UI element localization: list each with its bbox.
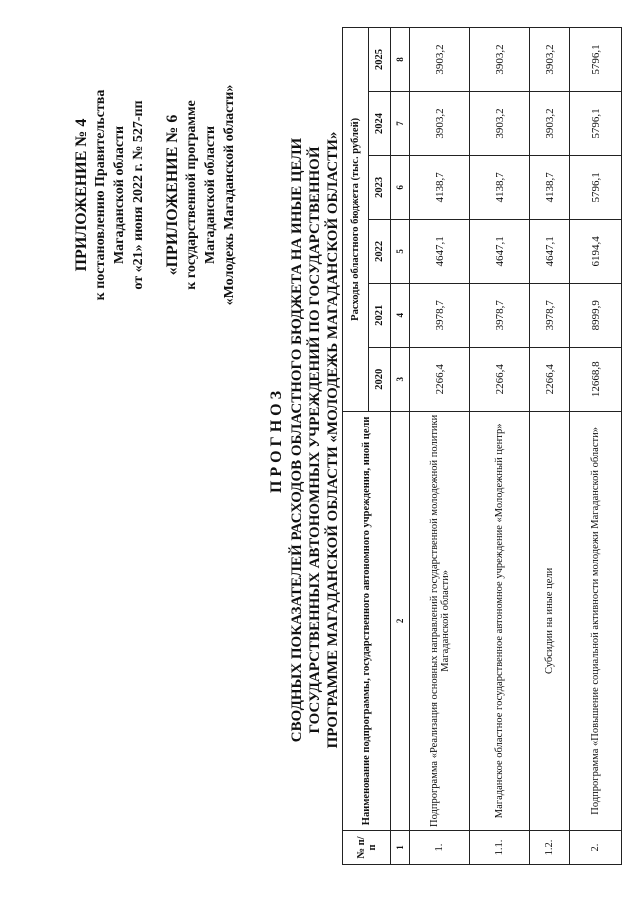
- table-row: [570, 28, 622, 865]
- row-value: 3903,2: [410, 28, 470, 92]
- row-num: 1.1.: [470, 831, 530, 865]
- column-index: 2: [391, 411, 410, 830]
- row-value: 2266,4: [470, 347, 530, 411]
- row-value: 12668,8: [570, 347, 622, 411]
- column-index: 1: [391, 831, 410, 865]
- appendix-ref-line: Магаданской области: [203, 125, 218, 265]
- row-value: 3978,7: [530, 283, 570, 347]
- row-name: Магаданское областное государственное автономное учреждение «Молодежный центр»: [470, 411, 530, 830]
- forecast-table: [342, 27, 622, 865]
- appendix-header: [72, 65, 239, 325]
- row-num: 2.: [570, 831, 622, 865]
- header-expenses: Расходы областного бюджета (тыс. рублей): [343, 28, 369, 412]
- header-year: 2024: [369, 92, 391, 156]
- appendix-number-2: «ПРИЛОЖЕНИЕ № 6: [164, 114, 181, 276]
- title-line: ПРОГРАММЕ МАГАДАНСКОЙ ОБЛАСТИ «МОЛОДЕЖЬ МАГАДАНСКОЙ ОБЛАСТИ»: [325, 131, 341, 749]
- header-year: 2020: [369, 347, 391, 411]
- row-value: 3978,7: [470, 283, 530, 347]
- appendix-date: от «21» июня 2022 г. № 527-пп: [131, 100, 146, 290]
- table-row: [470, 28, 530, 865]
- row-value: 4138,7: [470, 155, 530, 219]
- row-value: 8999,9: [570, 283, 622, 347]
- row-value: 2266,4: [410, 347, 470, 411]
- row-value: 4647,1: [530, 219, 570, 283]
- row-num: 1.2.: [530, 831, 570, 865]
- row-value: 3903,2: [470, 92, 530, 156]
- appendix-program: «Молодежь Магаданской области»: [222, 84, 237, 306]
- header-year: 2023: [369, 155, 391, 219]
- column-index: 7: [391, 92, 410, 156]
- row-value: 4138,7: [410, 155, 470, 219]
- header-num: № п/п: [343, 831, 391, 865]
- appendix-ref-line: к постановлению Правительства: [93, 89, 108, 301]
- row-value: 4138,7: [530, 155, 570, 219]
- row-value: 3978,7: [410, 283, 470, 347]
- row-value: 3903,2: [530, 92, 570, 156]
- row-value: 3903,2: [410, 92, 470, 156]
- header-year: 2025: [369, 28, 391, 92]
- table-row: [530, 28, 570, 865]
- row-value: 4647,1: [470, 219, 530, 283]
- row-value: 5796,1: [570, 92, 622, 156]
- column-index: 4: [391, 283, 410, 347]
- title-line: ГОСУДАРСТВЕННЫХ АВТОНОМНЫХ УЧРЕЖДЕНИЙ ПО ГОСУДАРСТВЕННОЙ: [307, 146, 323, 734]
- row-value: 3903,2: [470, 28, 530, 92]
- appendix-number: ПРИЛОЖЕНИЕ № 4: [73, 118, 90, 272]
- row-name: Субсидии на иные цели: [530, 411, 570, 830]
- header-year: 2021: [369, 283, 391, 347]
- column-index: 5: [391, 219, 410, 283]
- column-index: 6: [391, 155, 410, 219]
- row-value: 5796,1: [570, 155, 622, 219]
- row-value: 5796,1: [570, 28, 622, 92]
- title-main: ПРОГНОЗ: [268, 386, 285, 494]
- table-row: [410, 28, 470, 865]
- document-title: [268, 95, 342, 785]
- column-index: 8: [391, 28, 410, 92]
- row-value: 2266,4: [530, 347, 570, 411]
- appendix-ref-line: к государственной программе: [184, 100, 199, 290]
- row-value: 6194,4: [570, 219, 622, 283]
- row-name: Подпрограмма «Повышение социальной активности молодежи Магаданской области»: [570, 411, 622, 830]
- row-name: Подпрограмма «Реализация основных направлений государственной молодежной политики Магаданской области»: [410, 411, 470, 830]
- row-value: 4647,1: [410, 219, 470, 283]
- header-name: Наименование подпрограммы, государственного автономного учреждения, иной цели: [343, 411, 391, 830]
- title-line: СВОДНЫХ ПОКАЗАТЕЛЕЙ РАСХОДОВ ОБЛАСТНОГО БЮДЖЕТА НА ИНЫЕ ЦЕЛИ: [289, 137, 305, 743]
- row-num: 1.: [410, 831, 470, 865]
- column-index: 3: [391, 347, 410, 411]
- appendix-ref-line: Магаданской области: [112, 125, 127, 265]
- header-year: 2022: [369, 219, 391, 283]
- row-value: 3903,2: [530, 28, 570, 92]
